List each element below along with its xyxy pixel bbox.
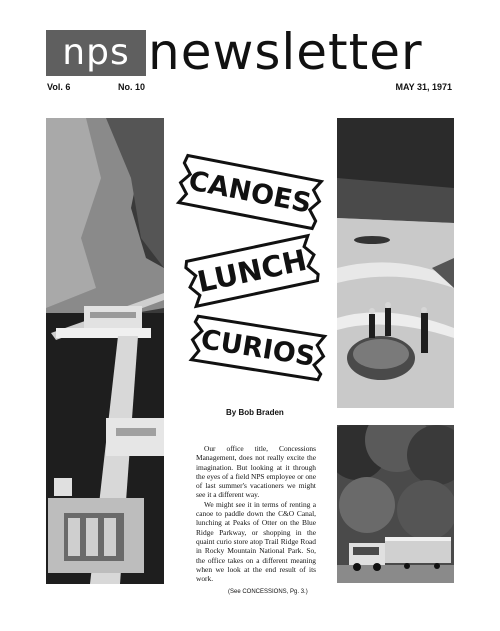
photo-marina-dock-art xyxy=(46,118,164,584)
headline-curios-text: CURIOS xyxy=(198,323,318,373)
masthead-title: newsletter xyxy=(148,23,423,81)
photo-river-raft-art xyxy=(337,118,454,408)
headline-canoes-text: CANOES xyxy=(186,164,314,220)
photo-marina-dock xyxy=(46,118,164,584)
masthead-nps-box: nps xyxy=(46,30,146,76)
issue-date: MAY 31, 1971 xyxy=(395,82,452,92)
headline-lunch-text: LUNCH xyxy=(194,242,310,300)
photo-tram-forest xyxy=(337,425,454,583)
article-paragraph: We might see it in terms of renting a canoe to paddle down the C&O Canal, lunching at Peaks of Otter on the Blue Ridge Parkway, or shopping in the quaint curio store atop Trail Ridge Road in Rocky Mountain National Park. So, the office takes on a different meaning when we look at the end result of its work. xyxy=(196,499,316,584)
article-byline: By Bob Braden xyxy=(226,408,284,417)
issue-number: No. 10 xyxy=(118,82,146,92)
article-paragraph: Our office title, Concessions Management, does not really excite the imagination. But looking at it through the eyes of a field NPS employee or one of last summer's vacationers we might see it a different way. xyxy=(196,444,316,500)
continued-note: (See CONCESSIONS, Pg. 3.) xyxy=(228,589,308,595)
photo-river-raft xyxy=(337,118,454,408)
headline-canoes xyxy=(171,146,328,237)
headline-curios xyxy=(184,307,332,388)
article-body xyxy=(196,444,316,583)
volume-label: Vol. 6 xyxy=(47,82,71,92)
photo-tram-forest-art xyxy=(337,425,454,583)
headline-lunch xyxy=(179,227,325,316)
